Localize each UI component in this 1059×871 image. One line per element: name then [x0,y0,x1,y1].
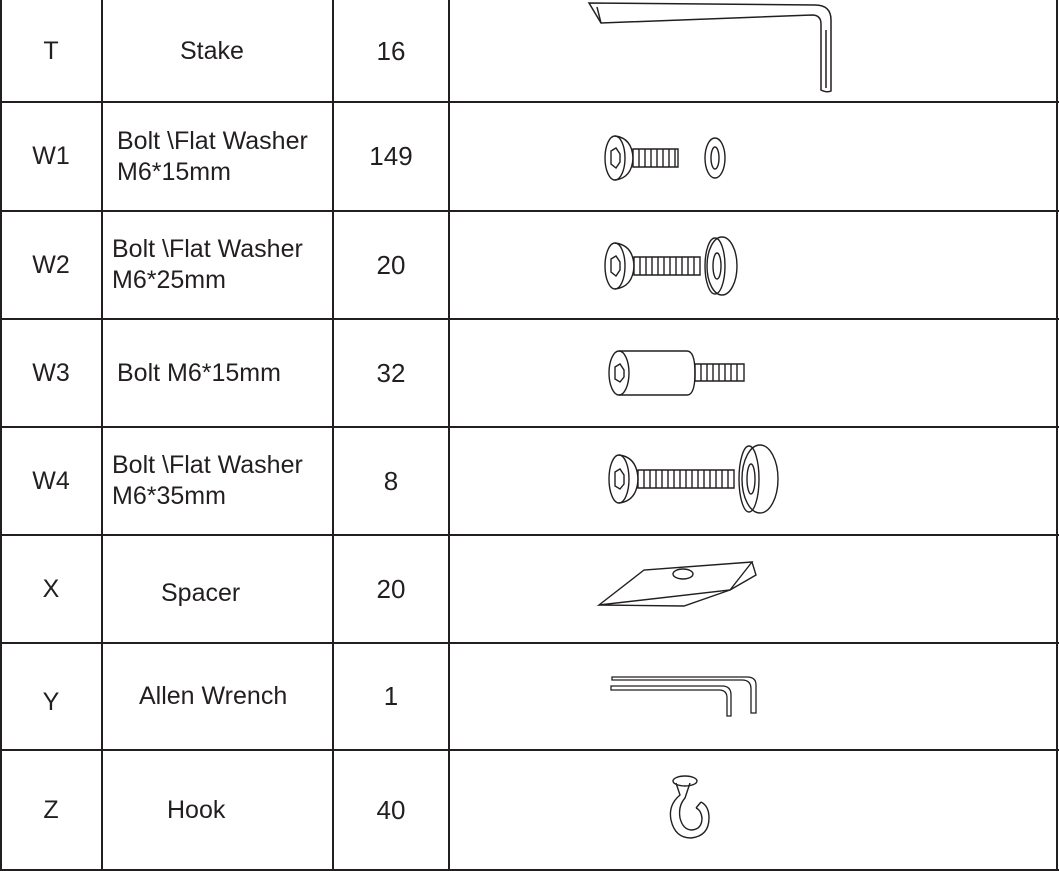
spacer-icon [449,535,1057,643]
part-name [102,643,333,750]
part-quantity: 1 [383,681,399,711]
part-illustration-cell [449,102,1057,211]
table-row [0,643,1059,750]
table-row [0,102,1059,211]
table-row [0,319,1059,427]
allen-wrench-icon [449,643,1057,750]
table-row [0,427,1059,535]
table-row [0,750,1059,871]
table-row [0,0,1059,102]
part-name-line: M6*25mm [112,266,226,294]
part-illustration-cell [449,750,1057,871]
part-illustration-cell [449,427,1057,535]
part-name [102,319,333,427]
part-code: Y [42,688,60,716]
hook-icon [449,750,1057,871]
part-illustration-cell [449,535,1057,643]
part-name [102,750,333,871]
part-name-line: Allen Wrench [139,682,288,710]
part-name-line: Bolt M6*15mm [117,358,281,387]
part-name [102,211,333,319]
part-code: X [42,574,60,603]
part-code: W1 [32,142,70,170]
part-quantity: 20 [376,573,406,604]
part-name-line: Hook [167,796,226,824]
l-stake-icon [449,0,1057,102]
part-illustration-cell [449,0,1057,102]
part-name [102,535,333,643]
part-code: W4 [32,466,70,495]
part-name-line: Stake [180,36,244,65]
part-code: Z [43,796,59,824]
part-name-line: Bolt \Flat Washer [112,451,303,479]
part-name-line: M6*15mm [117,157,231,186]
bolt-washer-icon [449,102,1057,211]
part-code: T [43,36,59,65]
part-name [102,0,333,102]
part-name-line: M6*35mm [112,482,226,510]
part-illustration-cell [449,211,1057,319]
part-code: W3 [32,358,70,387]
part-quantity: 40 [376,795,406,825]
table-row [0,211,1059,319]
part-name [102,102,333,211]
part-name-line: Bolt \Flat Washer [112,235,303,263]
part-code: W2 [32,250,70,279]
bolt-washer-icon [449,211,1057,319]
bolt-washer-icon [449,427,1057,535]
part-quantity: 32 [376,357,406,388]
part-name-line: Bolt \Flat Washer [117,126,308,155]
part-quantity: 8 [383,465,399,496]
part-name-line: Spacer [161,578,241,607]
part-illustration-cell [449,319,1057,427]
part-name [102,427,333,535]
part-quantity: 20 [376,249,406,280]
table-row [0,535,1059,643]
socket-bolt-icon [449,319,1057,427]
part-quantity: 16 [376,35,406,66]
part-illustration-cell [449,643,1057,750]
part-quantity: 149 [369,141,413,171]
